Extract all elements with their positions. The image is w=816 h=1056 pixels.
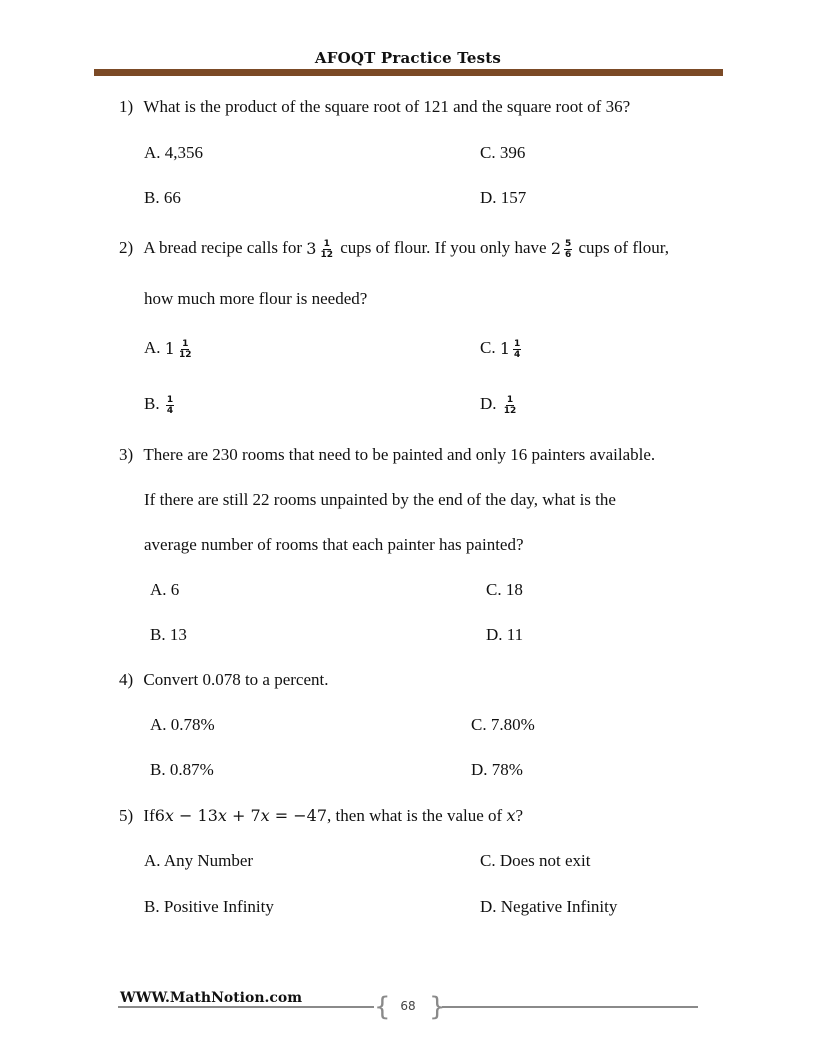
choice-d[interactable]: D. 157 xyxy=(480,188,527,207)
question-text: There are 230 rooms that need to be painted and only 16 painters available. xyxy=(143,445,656,464)
choice-d[interactable]: D. Negative Infinity xyxy=(480,897,618,916)
fraction-whole: 2 xyxy=(550,239,561,259)
fraction-whole: 1 xyxy=(164,339,175,359)
mixed-fraction xyxy=(551,238,574,260)
fraction-numerator: 1 xyxy=(514,338,521,349)
question-3 xyxy=(119,444,655,466)
fraction-whole: 1 xyxy=(499,339,511,359)
fraction-numerator: 1 xyxy=(323,238,330,249)
page-header-title: AFOQT Practice Tests xyxy=(314,49,502,67)
choice-d[interactable]: D. 11 xyxy=(486,625,524,644)
footer-website-link[interactable]: WWW.MathNotion.com xyxy=(120,990,303,1006)
fraction-numerator: 5 xyxy=(565,238,572,249)
fraction xyxy=(503,395,518,416)
mixed-fraction xyxy=(306,238,336,260)
choice-b[interactable] xyxy=(144,393,176,416)
choice-a[interactable]: A. Any Number xyxy=(144,851,254,870)
fraction-denominator: 4 xyxy=(514,349,521,360)
choice-c[interactable] xyxy=(480,337,523,360)
mixed-fraction xyxy=(500,338,523,360)
choice-label: A. xyxy=(144,338,161,357)
choice-c[interactable]: C. 396 xyxy=(480,143,526,162)
choice-b[interactable]: B. 13 xyxy=(150,625,187,644)
question-number: 2) xyxy=(119,238,134,257)
question-text: cups of flour. If you only have xyxy=(340,238,547,257)
fraction-denominator: 12 xyxy=(178,349,192,360)
question-text-continued: If there are still 22 rooms unpainted by the end of the day, what is the xyxy=(144,490,616,509)
footer-rule-left xyxy=(118,1006,374,1008)
page-number: 68 xyxy=(400,999,416,1013)
mixed-fraction xyxy=(165,338,195,360)
question-4 xyxy=(119,669,328,691)
header-rule xyxy=(94,69,723,76)
footer-bracket-left: { xyxy=(374,992,391,1022)
variable: 𝑥 xyxy=(506,806,516,825)
question-text: Convert 0.078 to a percent. xyxy=(143,670,329,689)
question-text: cups of flour, xyxy=(578,238,669,257)
question-number: 4) xyxy=(119,670,134,689)
question-number: 3) xyxy=(119,445,134,464)
fraction-numerator: 1 xyxy=(182,338,189,349)
choice-d[interactable]: D. 78% xyxy=(471,760,523,779)
choice-c[interactable]: C. 18 xyxy=(486,580,523,599)
fraction-numerator: 1 xyxy=(506,394,514,405)
choice-a[interactable]: A. 6 xyxy=(150,580,180,599)
question-text: What is the product of the square root of 121 and the square root of 36? xyxy=(143,97,631,116)
choice-label: C. xyxy=(480,338,496,357)
question-2 xyxy=(119,237,669,260)
fraction-denominator: 6 xyxy=(565,249,572,260)
question-text: , then what is the value of xyxy=(327,806,503,825)
question-5 xyxy=(119,805,523,827)
choice-label: B. xyxy=(144,394,160,413)
choice-a[interactable] xyxy=(144,337,195,360)
question-text: ? xyxy=(515,806,524,825)
fraction-whole: 3 xyxy=(306,239,317,259)
fraction xyxy=(166,395,174,416)
footer-bracket-right: } xyxy=(429,992,446,1022)
choice-d[interactable] xyxy=(480,393,519,416)
question-text-continued: how much more flour is needed? xyxy=(144,289,368,308)
fraction-denominator: 4 xyxy=(166,405,174,416)
choice-c[interactable]: C. 7.80% xyxy=(471,715,535,734)
question-number: 5) xyxy=(119,806,134,825)
choice-c[interactable]: C. Does not exit xyxy=(480,851,591,870)
choice-b[interactable]: B. 0.87% xyxy=(150,760,214,779)
question-1 xyxy=(119,96,630,118)
choice-a[interactable]: A. 0.78% xyxy=(150,715,215,734)
question-text-continued: average number of rooms that each painter has painted? xyxy=(144,535,524,554)
choice-b[interactable]: B. Positive Infinity xyxy=(144,897,274,916)
equation: 6𝑥 − 13𝑥 + 7𝑥 = −47 xyxy=(154,806,328,825)
question-text: If xyxy=(143,806,155,825)
question-number: 1) xyxy=(119,97,134,116)
choice-b[interactable]: B. 66 xyxy=(144,188,181,207)
fraction-numerator: 1 xyxy=(166,394,174,405)
choice-label: D. xyxy=(480,394,497,413)
question-text: A bread recipe calls for xyxy=(143,238,303,257)
fraction-denominator: 12 xyxy=(503,405,517,416)
fraction-denominator: 12 xyxy=(320,249,333,260)
footer-rule-right xyxy=(442,1006,698,1008)
choice-a[interactable]: A. 4,356 xyxy=(144,143,204,162)
